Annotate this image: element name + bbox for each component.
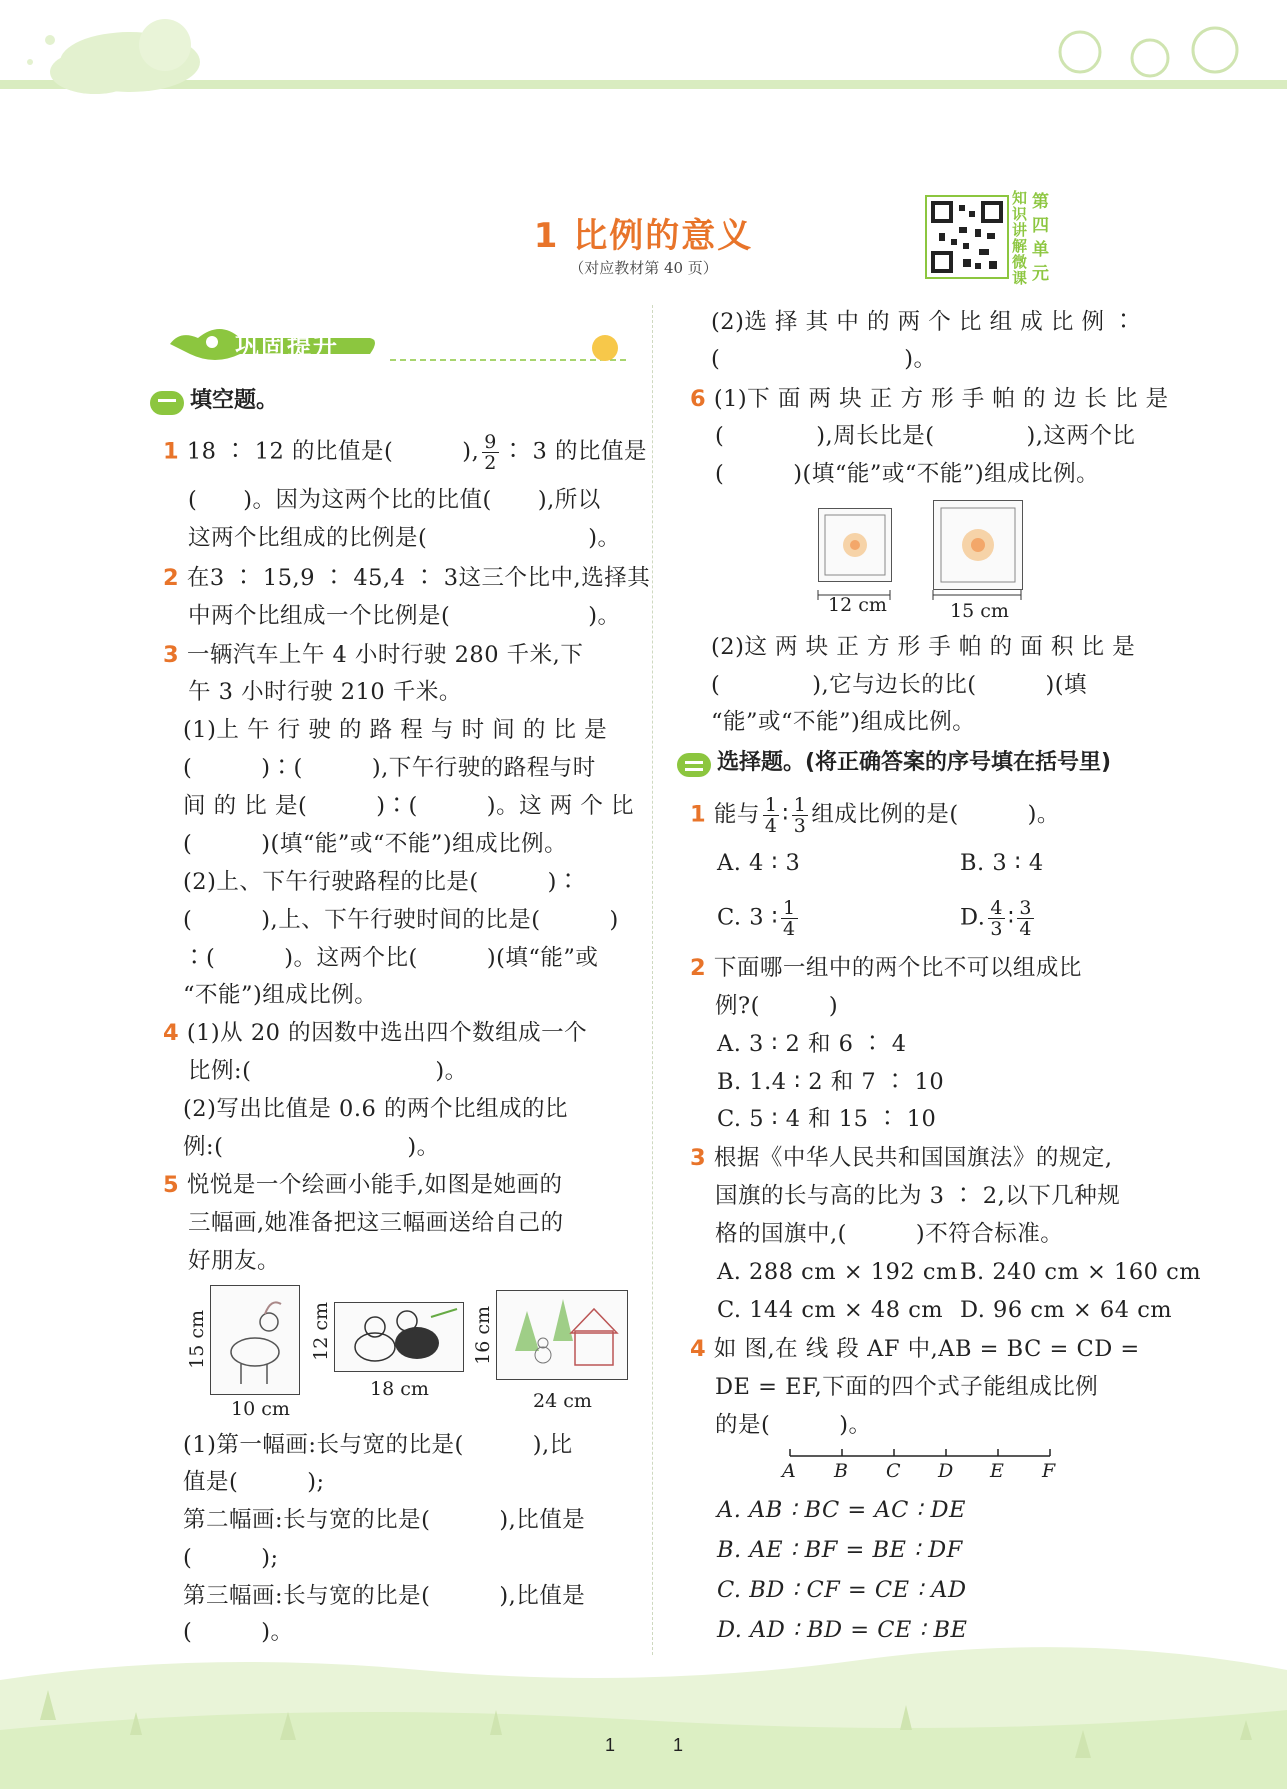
handkerchief-small <box>818 508 892 582</box>
choice-q1-option-d: D. $\frac{4}{3}$ ∶ $\frac{3}{4}$ <box>960 897 1032 940</box>
choice-q2-line-2: 例?( ) <box>715 993 839 1019</box>
footer-landscape <box>0 1640 1287 1789</box>
picture-pandas <box>334 1302 464 1372</box>
page-title: 1 比例的意义 <box>533 216 754 256</box>
section-badge-one <box>150 391 184 415</box>
q3-line-5: 间 的 比 是( )∶( )。这 两 个 比 <box>183 793 635 819</box>
column-divider <box>652 305 653 1655</box>
q1-text-a: 18 ∶ 12 的比值是( ), <box>186 438 480 465</box>
q6-part2-line-3: “能”或“不能”)组成比例。 <box>711 709 976 735</box>
section-2-header <box>677 745 1111 777</box>
p1-height-label: 15 cm <box>186 1310 208 1369</box>
q4-line-1: 4 (1)从 20 的因数中选出四个数组成一个 <box>163 1020 588 1046</box>
point-d: D <box>938 1460 954 1482</box>
handkerchief-small-label: 12 cm <box>828 594 887 616</box>
p3-height-label: 16 cm <box>472 1306 494 1365</box>
picture-goat <box>210 1285 300 1395</box>
p2-height-label: 12 cm <box>310 1302 332 1361</box>
q5-number: 5 <box>163 1172 180 1198</box>
point-b: B <box>834 1460 848 1482</box>
section-2-title: 选择题。(将正确答案的序号填在括号里) <box>717 750 1112 775</box>
picture-snow-house <box>496 1290 628 1380</box>
q6-part2-line-1: (2)这 两 块 正 方 形 手 帕 的 面 积 比 是 <box>711 634 1136 660</box>
house-icon <box>497 1291 627 1379</box>
choice-q1-option-c: C. 3 ∶ $\frac{1}{4}$ <box>717 897 796 940</box>
q5-line-8: 第三幅画:长与宽的比是( ),比值是 <box>183 1583 586 1609</box>
choice-q2-option-a: A. 3 ∶ 2 和 6 ∶ 4 <box>717 1031 907 1057</box>
q4-number: 4 <box>163 1020 180 1046</box>
q4-line-2: 比例:( )。 <box>188 1058 468 1084</box>
q2-line-1: 2 在3 ∶ 15,9 ∶ 45,4 ∶ 3这三个比中,选择其 <box>163 565 651 591</box>
q6-number: 6 <box>690 386 707 412</box>
handkerchief-large-label: 15 cm <box>950 600 1009 622</box>
choice-q4-option-d: D. AD ∶ BD = CE ∶ BE <box>717 1617 968 1643</box>
q3-line-3: (1)上 午 行 驶 的 路 程 与 时 间 的 比 是 <box>183 717 608 743</box>
choice-q2-option-b: B. 1.4 ∶ 2 和 7 ∶ 10 <box>717 1069 945 1095</box>
q3-number: 3 <box>163 642 180 668</box>
q1-text-b: ∶ 3 的比值是 <box>501 438 647 465</box>
q5-line-5: 值是( ); <box>183 1469 325 1495</box>
goat-icon <box>211 1286 299 1394</box>
q5-line-2: 三幅画,她准备把这三幅画送给自己的 <box>188 1210 564 1236</box>
q3-line-2: 午 3 小时行驶 210 千米。 <box>188 679 462 705</box>
q4-line-3: (2)写出比值是 0.6 的两个比组成的比 <box>183 1096 568 1122</box>
page-number-left: 1 <box>605 1735 616 1755</box>
qr-code[interactable] <box>925 195 1009 279</box>
choice-q3-line-3: 格的国旗中,( )不符合标准。 <box>715 1221 1064 1247</box>
q4-line-4: 例:( )。 <box>183 1134 440 1160</box>
q6-part2-line-2: ( ),它与边长的比( )(填 <box>711 672 1088 698</box>
q1-line-1 <box>163 432 647 473</box>
choice-q4-line-2: DE = EF,下面的四个式子能组成比例 <box>715 1374 1099 1400</box>
q5-part2-line-1: (2)选 择 其 中 的 两 个 比 组 成 比 例 ∶ <box>711 309 1136 335</box>
q5-line-4: (1)第一幅画:长与宽的比是( ),比 <box>183 1432 573 1458</box>
q2-number: 2 <box>163 565 180 591</box>
choice-q3-line-2: 国旗的长与高的比为 3 ∶ 2,以下几种规 <box>715 1183 1121 1209</box>
section-badge-two <box>677 753 711 777</box>
q3-line-6: ( )(填“能”或“不能”)组成比例。 <box>183 831 568 857</box>
section-1-header <box>150 383 278 415</box>
q5-line-6: 第二幅画:长与宽的比是( ),比值是 <box>183 1507 586 1533</box>
point-c: C <box>886 1460 901 1482</box>
q5-line-7: ( ); <box>183 1545 279 1571</box>
handkerchief-large <box>933 500 1023 590</box>
qr-label-right: 第 四 单 元 <box>1032 192 1049 284</box>
q6-line-3: ( )(填“能”或“不能”)组成比例。 <box>715 461 1100 487</box>
q1-fraction: $\frac{9}{2}$ <box>484 431 497 474</box>
p1-width-label: 10 cm <box>231 1398 290 1420</box>
choice-q1-option-b: B. 3 ∶ 4 <box>960 850 1044 876</box>
q1-line-3: 这两个比组成的比例是( )。 <box>188 525 621 551</box>
choice-q4-option-b: B. AE ∶ BF = BE ∶ DF <box>717 1537 963 1563</box>
q3-line-1: 3 一辆汽车上午 4 小时行驶 280 千米,下 <box>163 642 584 668</box>
choice-q1-option-a: A. 4 ∶ 3 <box>717 850 801 876</box>
point-f: F <box>1042 1460 1056 1482</box>
q3-line-7: (2)上、下午行驶路程的比是( )∶ <box>183 869 580 895</box>
p3-width-label: 24 cm <box>533 1390 592 1412</box>
qr-code-icon <box>929 199 1005 275</box>
point-e: E <box>990 1460 1004 1482</box>
choice-q2-line-1: 2 下面哪一组中的两个比不可以组成比 <box>690 955 1082 981</box>
page-number-right: 1 <box>673 1735 684 1755</box>
choice-q2-option-c: C. 5 ∶ 4 和 15 ∶ 10 <box>717 1106 937 1132</box>
point-a: A <box>782 1460 796 1482</box>
q5-line-9: ( )。 <box>183 1619 294 1645</box>
section-1-title: 填空题。 <box>190 388 279 413</box>
q6-line-2: ( ),周长比是( ),这两个比 <box>715 423 1136 449</box>
panda-icon <box>335 1303 463 1371</box>
flower-icon <box>819 509 891 581</box>
header-decoration <box>0 0 1287 110</box>
choice-q4-option-c: C. BD ∶ CF = CE ∶ AD <box>717 1577 967 1603</box>
choice-q3-option-d: D. 96 cm × 64 cm <box>960 1297 1173 1323</box>
q5-line-1: 5 悦悦是一个绘画小能手,如图是她画的 <box>163 1172 563 1198</box>
qr-label-left: 知 识 讲 解 微 课 <box>1012 189 1028 287</box>
q6-line-1: 6 (1)下 面 两 块 正 方 形 手 帕 的 边 长 比 是 <box>690 386 1169 412</box>
choice-q1-stem: 1 能与 $\frac{1}{4}$ ∶ $\frac{1}{3}$ 组成比例的是( )。 <box>690 794 1060 837</box>
q3-line-4: ( )∶( ),下午行驶的路程与时 <box>183 755 596 781</box>
q1-number: 1 <box>163 438 180 465</box>
segment-diagram <box>780 1446 1060 1466</box>
choice-q4-line-1: 4 如 图,在 线 段 AF 中,AB = BC = CD = <box>690 1336 1140 1362</box>
p2-width-label: 18 cm <box>370 1378 429 1400</box>
choice-q4-line-3: 的是( )。 <box>715 1412 872 1438</box>
choice-q3-option-b: B. 240 cm × 160 cm <box>960 1259 1202 1285</box>
q3-line-8: ( ),上、下午行驶时间的比是( ) <box>183 907 619 933</box>
banner-title: 巩固提升 <box>235 332 339 360</box>
page-subtitle: （对应教材第 40 页） <box>569 259 718 277</box>
choice-q3-line-1: 3 根据《中华人民共和国国旗法》的规定, <box>690 1145 1113 1171</box>
choice-q3-option-c: C. 144 cm × 48 cm <box>717 1297 944 1323</box>
q3-line-10: “不能”)组成比例。 <box>183 982 378 1008</box>
q2-line-2: 中两个比组成一个比例是( )。 <box>188 603 621 629</box>
q1-line-2: ( )。因为这两个比的比值( ),所以 <box>188 487 601 513</box>
choice-q3-option-a: A. 288 cm × 192 cm <box>717 1259 958 1285</box>
flower-icon <box>934 501 1022 589</box>
choice-q4-option-a: A. AB ∶ BC = AC ∶ DE <box>717 1497 966 1523</box>
banner-decoration <box>160 310 640 370</box>
q3-line-9: ∶( )。这两个比( )(填“能”或 <box>183 945 599 971</box>
q5-part2-line-2: ( )。 <box>711 346 937 372</box>
q5-line-3: 好朋友。 <box>188 1248 281 1274</box>
